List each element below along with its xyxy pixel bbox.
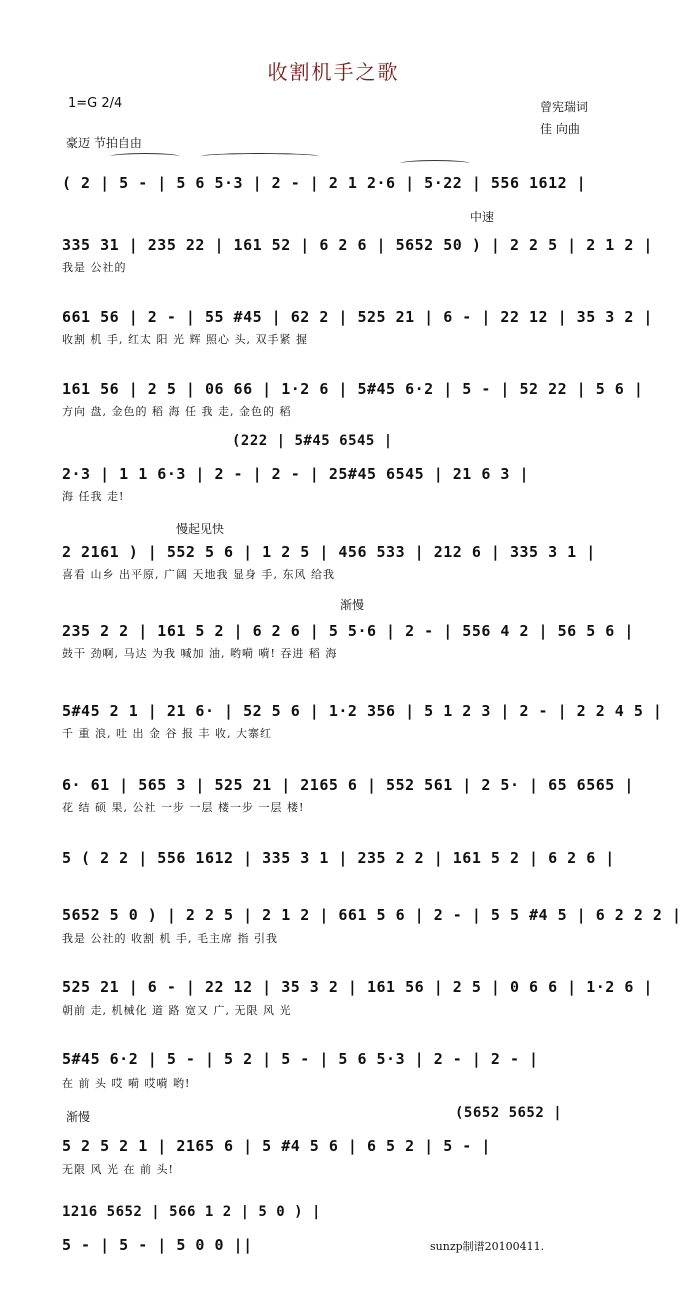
lyricist-credit: 曾宪瑞词 (540, 100, 589, 114)
lyrics-row-14: 无限 风 光 在 前 头! (62, 1163, 174, 1176)
lyrics-row-6: 喜看 山乡 出平原, 广阔 天地我 显身 手, 东风 给我 (62, 568, 335, 581)
slur-arc (110, 153, 180, 160)
music-row-6: 2 2161 ) | 552 5 6 | 1 2 5 | 456 533 | 212 6 | 335 3 1 | (62, 543, 596, 561)
music-row-5: 2·3 | 1 1 6·3 | 2 - | 2 - | 25#45 6545 | 21 6 3 | (62, 465, 530, 483)
lyrics-row-13: 在 前 头 哎 嗬 哎嗬 哟! (62, 1077, 191, 1090)
slur-arc (200, 153, 320, 160)
lyrics-row-11: 我是 公社的 收割 机 手, 毛主席 指 引我 (62, 932, 278, 945)
music-row-14-upper: (5652 5652 | (455, 1105, 563, 1121)
music-row-3: 661 56 | 2 - | 55 #45 | 62 2 | 525 21 | 6 - | 22 12 | 35 3 2 | (62, 308, 653, 326)
lyrics-row-7: 鼓干 劲啊, 马达 为我 喊加 油, 哟嗬 嗬! 吞进 稻 海 (62, 647, 338, 660)
music-row-12: 525 21 | 6 - | 22 12 | 35 3 2 | 161 56 | 2 5 | 0 6 6 | 1·2 6 | (62, 978, 653, 996)
footer-credit: sunzp制谱20100411. (430, 1240, 545, 1253)
music-row-2: 335 31 | 235 22 | 161 52 | 6 2 6 | 5652 50 ) | 2 2 5 | 2 1 2 | (62, 236, 653, 254)
page-title: 收割机手之歌 (267, 60, 400, 84)
tempo-mark-ritardando-1: 渐慢 (340, 598, 365, 612)
lyrics-row-3: 收割 机 手, 红太 阳 光 辉 照心 头, 双手紧 握 (62, 333, 308, 346)
music-row-7: 235 2 2 | 161 5 2 | 6 2 6 | 5 5·6 | 2 - | 556 4 2 | 56 5 6 | (62, 622, 634, 640)
lyrics-row-12: 朝前 走, 机械化 道 路 宽又 广, 无限 风 光 (62, 1004, 292, 1017)
tempo-mark-moderate: 中速 (470, 210, 495, 224)
lyrics-row-2: 我是 公社的 (62, 261, 127, 274)
music-row-9: 6· 61 | 565 3 | 525 21 | 2165 6 | 552 561 | 2 5· | 65 6565 | (62, 776, 634, 794)
tempo-mark-ritardando-2: 渐慢 (66, 1110, 91, 1124)
tempo-mark-intro: 豪迈 节拍自由 (66, 136, 142, 150)
music-row-15: 5 - | 5 - | 5 0 0 || (62, 1236, 253, 1254)
lyrics-row-9: 花 结 硕 果, 公社 一步 一层 楼一步 一层 楼! (62, 801, 305, 814)
lyrics-row-4: 方向 盘, 金色的 稻 海 任 我 走, 金色的 稻 (62, 405, 292, 418)
music-row-1: ( 2 | 5 - | 5 6 5·3 | 2 - | 2 1 2·6 | 5·22 | 556 1612 | (62, 174, 587, 192)
lyrics-row-5: 海 任我 走! (62, 490, 125, 503)
music-row-4: 161 56 | 2 5 | 06 66 | 1·2 6 | 5#45 6·2 | 5 - | 52 22 | 5 6 | (62, 380, 644, 398)
music-row-11: 5652 5 0 ) | 2 2 5 | 2 1 2 | 661 5 6 | 2 - | 5 5 #4 5 | 6 2 2 2 | (62, 906, 682, 924)
music-row-15-upper: 1216 5652 | 566 1 2 | 5 0 ) | (62, 1204, 321, 1220)
tempo-mark-slow-to-fast: 慢起见快 (176, 522, 225, 536)
music-row-13: 5#45 6·2 | 5 - | 5 2 | 5 - | 5 6 5·3 | 2 - | 2 - | (62, 1050, 539, 1068)
music-row-5-upper: (222 | 5#45 6545 | (232, 433, 393, 449)
key-signature: 1=G 2/4 (68, 96, 123, 111)
music-row-14: 5 2 5 2 1 | 2165 6 | 5 #4 5 6 | 6 5 2 | 5 - | (62, 1137, 491, 1155)
slur-arc (400, 160, 470, 167)
composer-credit: 佳 向曲 (540, 122, 580, 136)
music-row-8: 5#45 2 1 | 21 6· | 52 5 6 | 1·2 356 | 5 1 2 3 | 2 - | 2 2 4 5 | (62, 702, 663, 720)
lyrics-row-8: 千 重 浪, 吐 出 金 谷 报 丰 收, 大寨红 (62, 727, 272, 740)
music-row-10: 5 ( 2 2 | 556 1612 | 335 3 1 | 235 2 2 | 161 5 2 | 6 2 6 | (62, 849, 615, 867)
